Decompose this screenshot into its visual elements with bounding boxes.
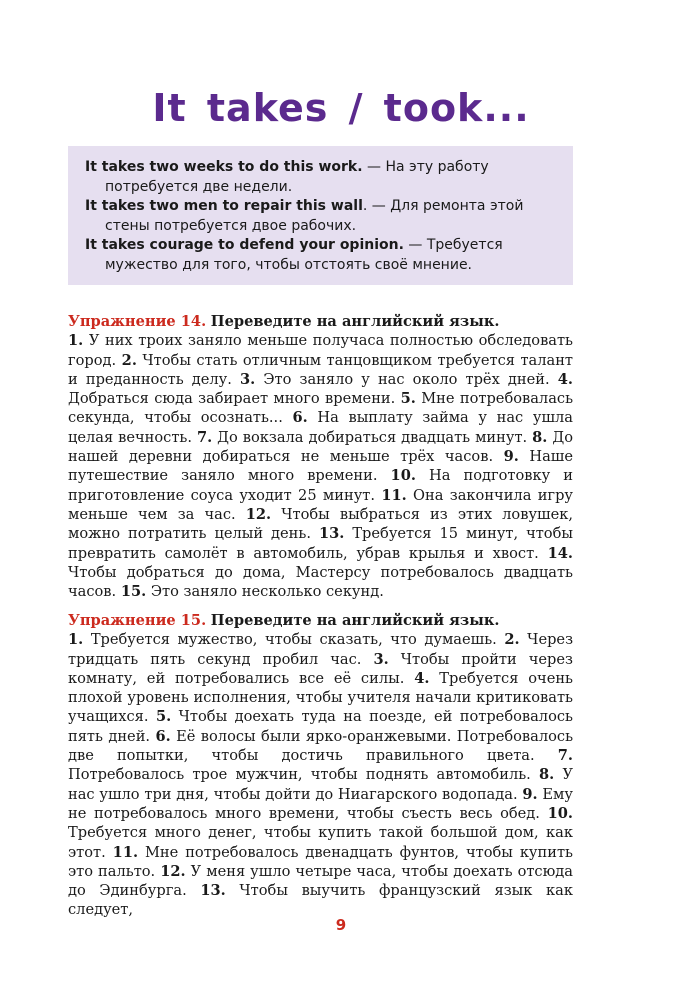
item-text: У них троих заняло меньше получаса полностью обследовать город. <box>68 332 573 369</box>
item-number: 8. <box>532 428 548 446</box>
item-text: Наше путешествие заняло много времени. <box>68 448 573 485</box>
item-number: 3. <box>373 650 389 668</box>
page-title: It takes / took... <box>152 86 530 130</box>
example-russian: . — Для ремонта этой стены потребуется двое рабочих. <box>105 198 524 234</box>
exercise-instruction: Переведите на английский язык. <box>210 313 500 330</box>
item-text: Чтобы стать отличным танцовщиком требуется талант и преданность делу. <box>68 351 574 388</box>
item-number: 13. <box>200 882 226 900</box>
item-text: Требуется очень плохой уровень исполнения, чтобы учителя начали критиковать учащихся. <box>68 669 574 726</box>
example-english: It takes two weeks to do this work. <box>85 159 363 175</box>
item-text: Требуется мужество, чтобы сказать, что думаешь. <box>90 631 497 649</box>
item-number: 4. <box>557 370 573 388</box>
example-russian: — На эту работу потребуется две недели. <box>105 159 489 195</box>
item-number: 6. <box>292 409 308 427</box>
example-russian: — Требуется мужество для того, чтобы отстоять своё мнение. <box>105 237 503 273</box>
item-number: 2. <box>121 351 137 369</box>
exercise-label: Упражнение 14. <box>68 313 207 330</box>
item-text: Мне потребовалась секунда, чтобы осознать... <box>68 390 574 427</box>
exercise-14 <box>68 312 573 601</box>
item-text: Чтобы доехать туда на поезде, ей потребовалось пять дней. <box>68 708 573 745</box>
exercise-heading <box>68 611 573 630</box>
item-text: Требуется 15 минут, чтобы превратить самолёт в автомобиль, убрав крылья и хвост. <box>68 525 573 562</box>
item-number: 10. <box>547 804 574 822</box>
item-number: 9. <box>503 448 519 466</box>
item-number: 5. <box>400 390 416 408</box>
exercise-instruction: Переведите на английский язык. <box>210 612 500 629</box>
examples-box <box>68 146 573 285</box>
item-number: 12. <box>245 505 272 523</box>
example-english: It takes courage to defend your opinion. <box>85 237 404 253</box>
item-text: Это заняло у нас около трёх дней. <box>263 370 550 388</box>
item-number: 8. <box>539 766 555 784</box>
item-number: 9. <box>522 785 538 803</box>
item-number: 11. <box>112 843 139 861</box>
item-text: Чтобы добраться до дома, Мастерсу потребовалось двадцать часов. <box>68 563 573 601</box>
item-text: На выплату займа у нас ушла целая вечность. <box>68 409 574 446</box>
item-number: 15. <box>120 583 147 601</box>
example-1 <box>85 158 557 197</box>
exercise-15 <box>68 611 573 920</box>
item-number: 12. <box>160 862 186 880</box>
item-text: Чтобы выбраться из этих ловушек, можно потратить целый день. <box>68 505 573 543</box>
exercise-item <box>68 631 497 648</box>
item-number: 7. <box>196 428 213 446</box>
item-number: 7. <box>557 747 573 765</box>
item-number: 10. <box>390 467 416 485</box>
item-number: 5. <box>155 708 172 726</box>
item-number: 6. <box>155 727 171 745</box>
item-text: Это заняло несколько секунд. <box>150 583 384 601</box>
item-text: Через тридцать пять секунд пробил час. <box>68 631 574 668</box>
item-text: Мне потребовалось двенадцать фунтов, чтобы купить это пальто. <box>68 843 573 880</box>
item-text: Её волосы были ярко-оранжевыми. Потребовалось две попытки, чтобы достичь правильного цвета. <box>68 727 574 765</box>
item-text: У нас ушло три дня, чтобы дойти до Ниагарского водопада. <box>68 766 574 803</box>
page-number: 9 <box>335 916 347 934</box>
item-text: До вокзала добираться двадцать минут. <box>217 428 528 446</box>
example-english: It takes two men to repair this wall <box>85 198 363 214</box>
item-number: 11. <box>381 486 407 504</box>
item-text: Добраться сюда забирает много времени. <box>68 390 396 408</box>
item-text: Чтобы выучить французский язык как следует, <box>68 882 573 919</box>
item-text: Требуется много денег, чтобы купить такой большой дом, как этот. <box>68 824 573 861</box>
item-number: 1. <box>68 631 84 649</box>
item-text: У меня ушло четыре часа, чтобы доехать отсюда до Эдинбурга. <box>68 862 573 900</box>
item-number: 3. <box>240 370 256 388</box>
item-number: 4. <box>414 669 430 687</box>
exercise-item <box>121 583 384 600</box>
exercise-body <box>68 331 573 601</box>
item-text: Потребовалось трое мужчин, чтобы поднять автомобиль. <box>68 766 531 784</box>
item-text: Ему не потребовалось много времени, чтобы съесть весь обед. <box>68 785 573 822</box>
exercise-body <box>68 630 573 919</box>
exercise-item <box>197 429 527 446</box>
item-text: На подготовку и приготовление соуса уходит 25 минут. <box>68 467 574 504</box>
item-number: 1. <box>68 332 84 350</box>
item-text: До нашей деревни добираться не меньше трёх часов. <box>68 428 573 466</box>
example-3 <box>85 236 557 275</box>
item-number: 14. <box>547 544 573 562</box>
item-number: 13. <box>318 525 345 543</box>
item-text: Чтобы пройти через комнату, ей потребовались все её силы. <box>68 650 573 687</box>
exercise-item <box>240 371 550 388</box>
item-text: Она закончила игру меньше чем за час. <box>68 486 573 523</box>
item-number: 2. <box>504 631 520 649</box>
exercise-heading <box>68 312 573 331</box>
example-2 <box>85 197 557 236</box>
exercise-label: Упражнение 15. <box>68 612 207 629</box>
